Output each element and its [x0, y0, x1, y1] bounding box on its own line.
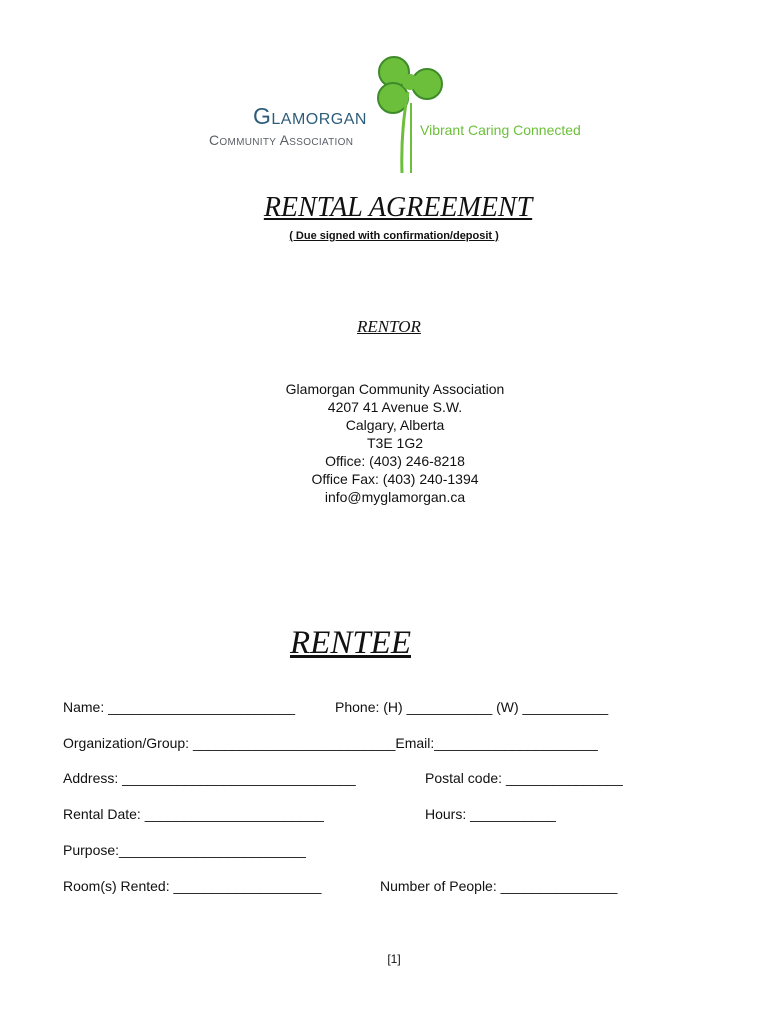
- rentor-fax: Office Fax: (403) 240-1394: [311, 471, 479, 487]
- rentor-heading: RENTOR: [357, 317, 421, 336]
- rooms-rented-field[interactable]: Room(s) Rented: ___________________: [63, 878, 322, 894]
- phone-field[interactable]: Phone: (H) ___________ (W) ___________: [335, 699, 609, 715]
- logo-tagline: Vibrant Caring Connected: [420, 122, 581, 138]
- organization-email-field[interactable]: Organization/Group: __________________________Email:_____________________: [63, 735, 598, 751]
- name-field[interactable]: Name: ________________________: [63, 699, 295, 715]
- rentee-heading: RENTEE: [290, 625, 411, 661]
- rentor-org-name: Glamorgan Community Association: [285, 381, 505, 397]
- rentor-city: Calgary, Alberta: [345, 417, 445, 433]
- rentor-postal: T3E 1G2: [366, 435, 424, 451]
- number-of-people-field[interactable]: Number of People: _______________: [380, 878, 618, 894]
- rentor-email: info@myglamorgan.ca: [324, 489, 466, 505]
- address-field[interactable]: Address: ______________________________: [63, 770, 356, 786]
- document-subtitle: ( Due signed with confirmation/deposit ): [289, 230, 499, 242]
- rentor-street: 4207 41 Avenue S.W.: [327, 399, 463, 415]
- purpose-field[interactable]: Purpose:________________________: [63, 842, 306, 858]
- rentor-phone: Office: (403) 246-8218: [325, 453, 465, 469]
- page-number: [1]: [387, 952, 401, 966]
- document-title: RENTAL AGREEMENT: [263, 192, 533, 223]
- hours-field[interactable]: Hours: ___________: [425, 806, 556, 822]
- rental-date-field[interactable]: Rental Date: _______________________: [63, 806, 324, 822]
- logo-name-line2: Community Association: [209, 132, 354, 148]
- logo-divider: [410, 103, 412, 173]
- postal-code-field[interactable]: Postal code: _______________: [425, 770, 623, 786]
- logo-name-line1: Glamorgan: [253, 103, 367, 129]
